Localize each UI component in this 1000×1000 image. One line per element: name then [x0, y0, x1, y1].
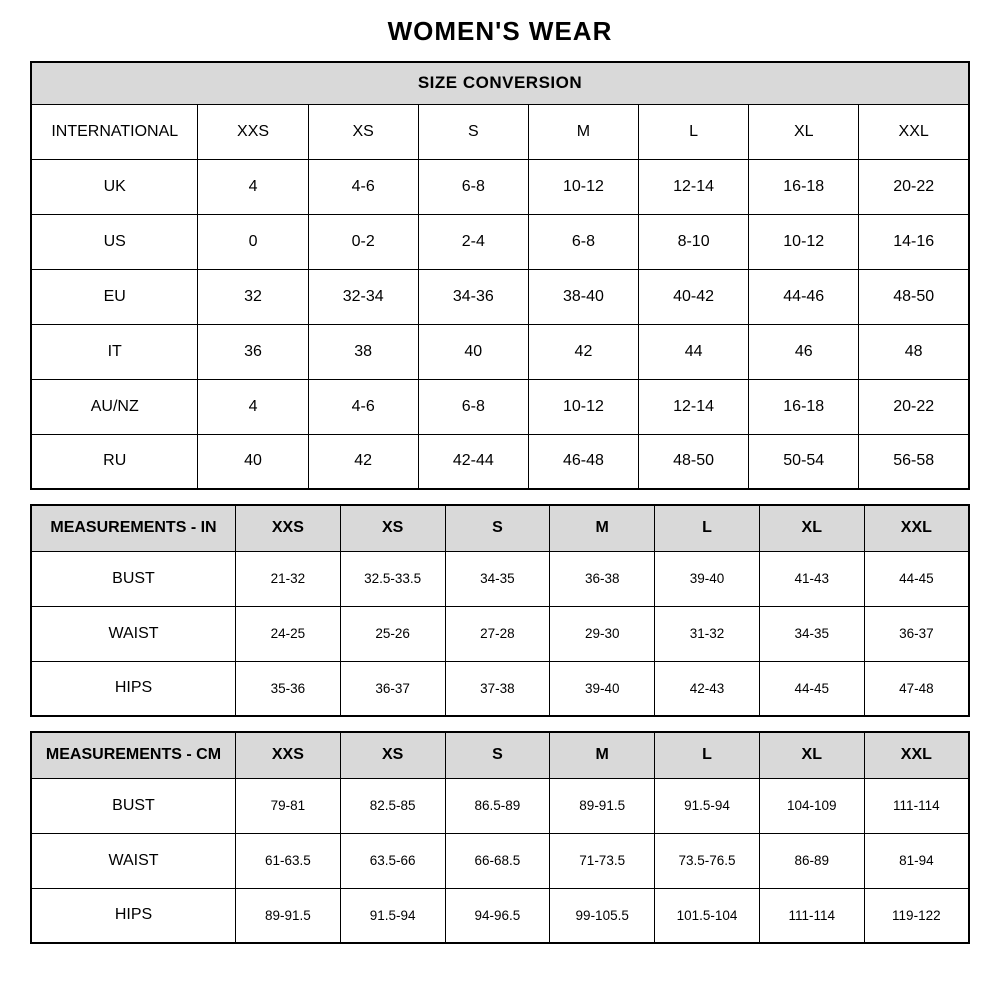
size-column-header: XXS	[235, 732, 340, 778]
size-column-header: XS	[308, 104, 418, 159]
table-row	[31, 661, 969, 716]
value-cell: 39-40	[550, 661, 655, 716]
value-cell: 32-34	[308, 269, 418, 324]
size-column-header: L	[655, 505, 760, 551]
value-cell: 73.5-76.5	[655, 833, 760, 888]
value-cell: 6-8	[528, 214, 638, 269]
size-conversion-body	[31, 62, 969, 489]
size-column-header: XXL	[859, 104, 969, 159]
value-cell: 4-6	[308, 379, 418, 434]
page-title: WOMEN'S WEAR	[387, 16, 613, 46]
row-label: WAIST	[31, 606, 235, 661]
measurements-in-table	[30, 504, 970, 717]
value-cell: 4-6	[308, 159, 418, 214]
value-cell: 111-114	[864, 778, 969, 833]
row-label: HIPS	[31, 888, 235, 943]
value-cell: 6-8	[418, 379, 528, 434]
value-cell: 46	[749, 324, 859, 379]
size-column-header: XXL	[864, 505, 969, 551]
table-row	[31, 888, 969, 943]
value-cell: 10-12	[528, 379, 638, 434]
size-column-header: L	[655, 732, 760, 778]
value-cell: 50-54	[749, 434, 859, 489]
table-row	[31, 159, 969, 214]
value-cell: 16-18	[749, 379, 859, 434]
size-column-header: M	[550, 732, 655, 778]
size-column-header: XS	[340, 732, 445, 778]
value-cell: 82.5-85	[340, 778, 445, 833]
value-cell: 44-45	[864, 551, 969, 606]
value-cell: 10-12	[749, 214, 859, 269]
size-column-header: XL	[759, 505, 864, 551]
row-label: BUST	[31, 778, 235, 833]
value-cell: 79-81	[235, 778, 340, 833]
size-column-header: M	[550, 505, 655, 551]
value-cell: 42-44	[418, 434, 528, 489]
value-cell: 44-45	[759, 661, 864, 716]
value-cell: 86.5-89	[445, 778, 550, 833]
value-cell: 2-4	[418, 214, 528, 269]
table-row	[31, 214, 969, 269]
value-cell: 36-37	[864, 606, 969, 661]
measurements-cm-body	[31, 732, 969, 943]
row-label: IT	[31, 324, 198, 379]
value-cell: 36-37	[340, 661, 445, 716]
size-column-header: M	[528, 104, 638, 159]
row-label: RU	[31, 434, 198, 489]
value-cell: 48-50	[859, 269, 969, 324]
value-cell: 94-96.5	[445, 888, 550, 943]
value-cell: 38-40	[528, 269, 638, 324]
size-column-header: XXS	[235, 505, 340, 551]
value-cell: 91.5-94	[655, 778, 760, 833]
table-row	[31, 551, 969, 606]
value-cell: 48-50	[639, 434, 749, 489]
value-cell: 63.5-66	[340, 833, 445, 888]
value-cell: 10-12	[528, 159, 638, 214]
value-cell: 4	[198, 379, 308, 434]
table-row	[31, 833, 969, 888]
corner-header: MEASUREMENTS - IN	[31, 505, 235, 551]
row-label: EU	[31, 269, 198, 324]
value-cell: 20-22	[859, 379, 969, 434]
value-cell: 40	[418, 324, 528, 379]
table-row	[31, 269, 969, 324]
value-cell: 71-73.5	[550, 833, 655, 888]
value-cell: 8-10	[639, 214, 749, 269]
value-cell: 32	[198, 269, 308, 324]
value-cell: 20-22	[859, 159, 969, 214]
value-cell: 4	[198, 159, 308, 214]
table-banner: SIZE CONVERSION	[31, 62, 969, 104]
value-cell: 41-43	[759, 551, 864, 606]
table-row	[31, 324, 969, 379]
value-cell: 42	[528, 324, 638, 379]
value-cell: 31-32	[655, 606, 760, 661]
value-cell: 101.5-104	[655, 888, 760, 943]
table-row	[31, 379, 969, 434]
value-cell: 47-48	[864, 661, 969, 716]
value-cell: 91.5-94	[340, 888, 445, 943]
measurements-in-body	[31, 505, 969, 716]
value-cell: 12-14	[639, 379, 749, 434]
size-column-header: XL	[759, 732, 864, 778]
value-cell: 119-122	[864, 888, 969, 943]
value-cell: 81-94	[864, 833, 969, 888]
value-cell: 32.5-33.5	[340, 551, 445, 606]
size-column-header: XS	[340, 505, 445, 551]
corner-header: INTERNATIONAL	[31, 104, 198, 159]
value-cell: 36	[198, 324, 308, 379]
value-cell: 40-42	[639, 269, 749, 324]
size-column-header: L	[639, 104, 749, 159]
measurements-cm-table	[30, 731, 970, 944]
value-cell: 56-58	[859, 434, 969, 489]
value-cell: 27-28	[445, 606, 550, 661]
row-label: UK	[31, 159, 198, 214]
value-cell: 0	[198, 214, 308, 269]
value-cell: 36-38	[550, 551, 655, 606]
value-cell: 46-48	[528, 434, 638, 489]
value-cell: 104-109	[759, 778, 864, 833]
value-cell: 21-32	[235, 551, 340, 606]
value-cell: 99-105.5	[550, 888, 655, 943]
value-cell: 40	[198, 434, 308, 489]
table-row	[31, 606, 969, 661]
value-cell: 48	[859, 324, 969, 379]
value-cell: 12-14	[639, 159, 749, 214]
value-cell: 24-25	[235, 606, 340, 661]
value-cell: 111-114	[759, 888, 864, 943]
corner-header: MEASUREMENTS - CM	[31, 732, 235, 778]
row-label: WAIST	[31, 833, 235, 888]
value-cell: 37-38	[445, 661, 550, 716]
value-cell: 42	[308, 434, 418, 489]
size-conversion-table	[30, 61, 970, 490]
value-cell: 42-43	[655, 661, 760, 716]
value-cell: 38	[308, 324, 418, 379]
size-column-header: S	[445, 505, 550, 551]
value-cell: 39-40	[655, 551, 760, 606]
size-column-header: XL	[749, 104, 859, 159]
value-cell: 34-36	[418, 269, 528, 324]
value-cell: 34-35	[445, 551, 550, 606]
value-cell: 14-16	[859, 214, 969, 269]
value-cell: 89-91.5	[235, 888, 340, 943]
value-cell: 29-30	[550, 606, 655, 661]
row-label: BUST	[31, 551, 235, 606]
row-label: US	[31, 214, 198, 269]
size-column-header: S	[445, 732, 550, 778]
value-cell: 16-18	[749, 159, 859, 214]
table-row	[31, 778, 969, 833]
size-column-header: S	[418, 104, 528, 159]
value-cell: 89-91.5	[550, 778, 655, 833]
row-label: AU/NZ	[31, 379, 198, 434]
value-cell: 66-68.5	[445, 833, 550, 888]
table-row	[31, 434, 969, 489]
value-cell: 44-46	[749, 269, 859, 324]
value-cell: 34-35	[759, 606, 864, 661]
value-cell: 6-8	[418, 159, 528, 214]
size-column-header: XXL	[864, 732, 969, 778]
value-cell: 86-89	[759, 833, 864, 888]
value-cell: 44	[639, 324, 749, 379]
value-cell: 35-36	[235, 661, 340, 716]
value-cell: 0-2	[308, 214, 418, 269]
row-label: HIPS	[31, 661, 235, 716]
value-cell: 25-26	[340, 606, 445, 661]
value-cell: 61-63.5	[235, 833, 340, 888]
size-column-header: XXS	[198, 104, 308, 159]
